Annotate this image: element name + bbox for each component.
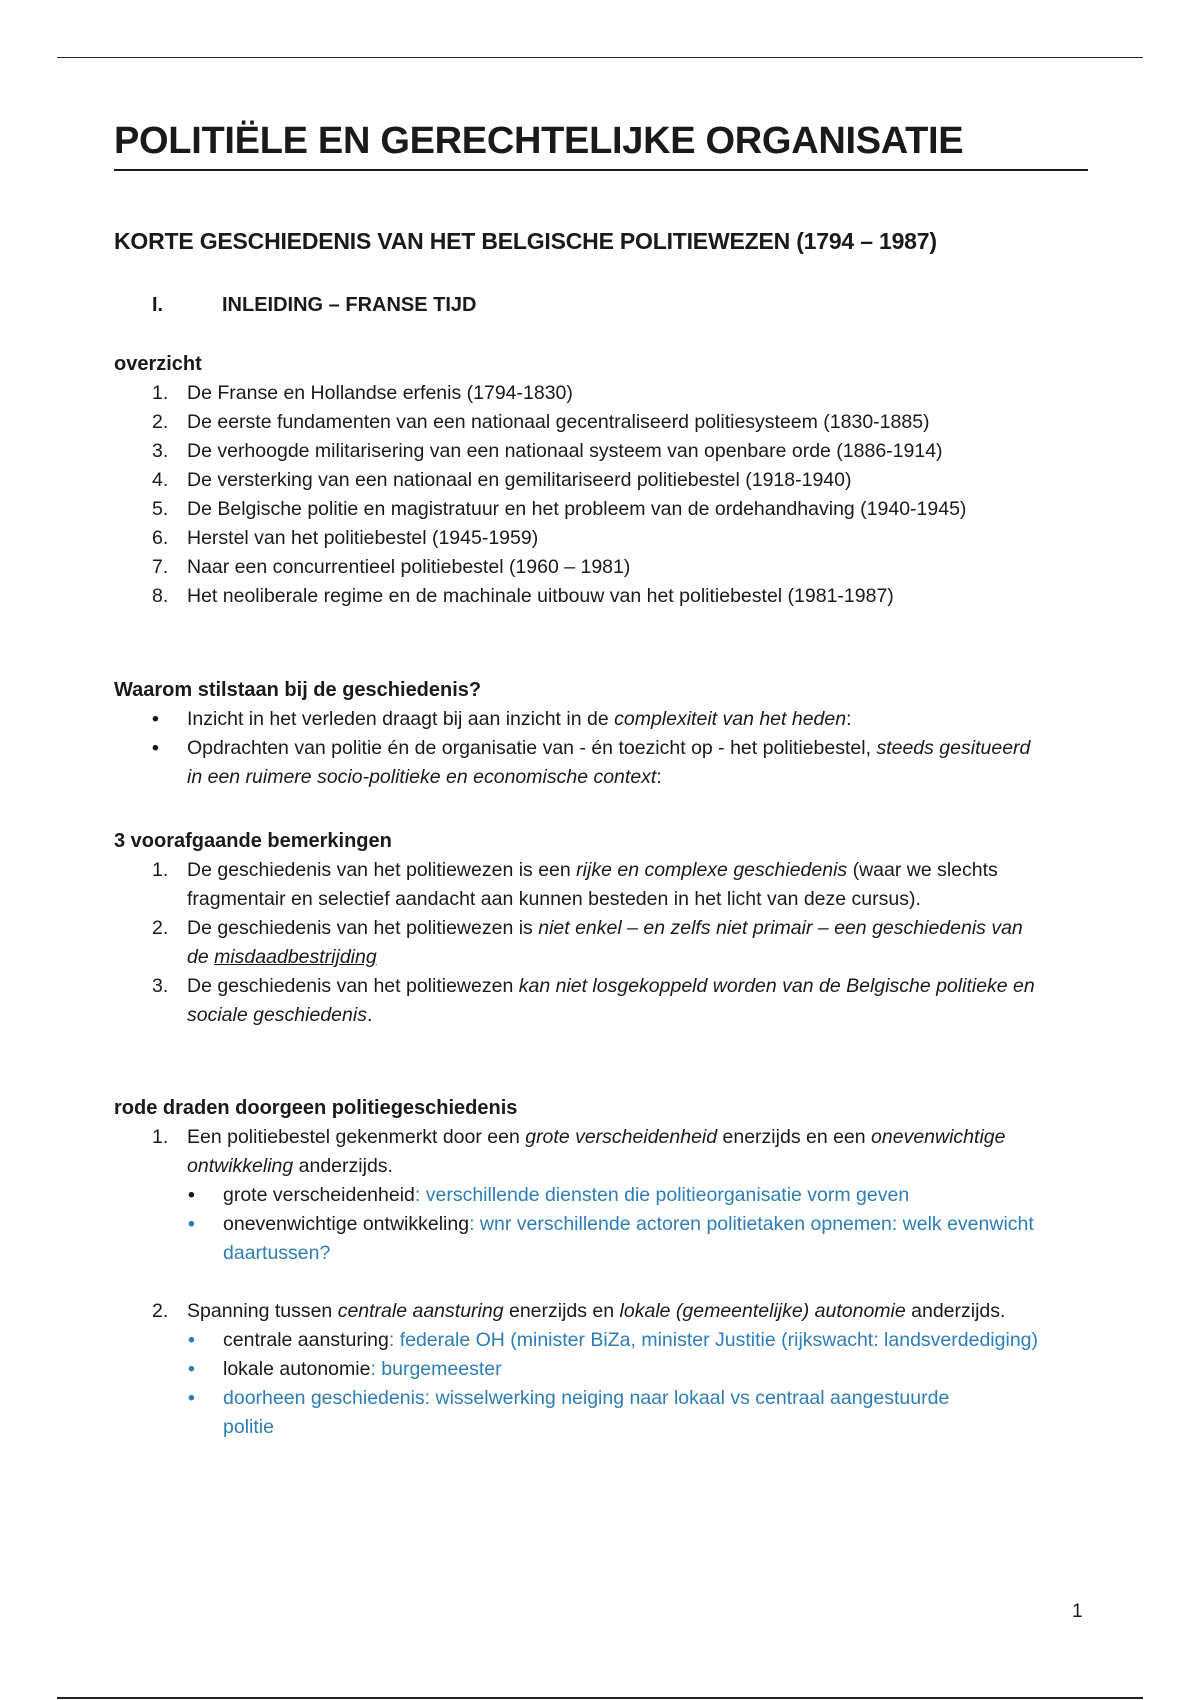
chapter-number: I.	[152, 294, 164, 316]
top-rule	[57, 57, 1143, 58]
rode-draden-sublist-2	[114, 1326, 1094, 1442]
list-item: 7. Naar een concurrentieel politiebestel (1960 – 1981)	[152, 556, 631, 578]
list-item: 3. De geschiedenis van het politiewezen kan niet losgekoppeld worden van de Belgische politieke en sociale geschiedenis.	[152, 975, 1035, 1026]
list-item: 1. De Franse en Hollandse erfenis (1794-1830)	[152, 382, 573, 404]
rode-draden-list	[114, 1123, 1094, 1181]
rode-draden-heading: rode draden doorgeen politiegeschiedenis	[114, 1097, 518, 1119]
rode-draden-sublist-1	[114, 1181, 1094, 1268]
list-item: 3. De verhoogde militarisering van een nationaal systeem van openbare orde (1886-1914)	[152, 440, 943, 462]
bemerkingen-heading: 3 voorafgaande bemerkingen	[114, 830, 392, 852]
overzicht-section	[114, 350, 1094, 611]
overzicht-list	[114, 379, 1094, 611]
chapter-label: INLEIDING – FRANSE TIJD	[222, 294, 477, 316]
section-heading: KORTE GESCHIEDENIS VAN HET BELGISCHE POLITIEWEZEN (1794 – 1987)	[114, 228, 937, 254]
list-item: 2. Spanning tussen centrale aansturing enerzijds en lokale (gemeentelijke) autonomie anderzijds.	[152, 1300, 1006, 1322]
list-item: • grote verscheidenheid: verschillende diensten die politieorganisatie vorm geven	[114, 1181, 1094, 1210]
list-item: 4. De versterking van een nationaal en gemilitariseerd politiebestel (1918-1940)	[152, 469, 852, 491]
list-item: • onevenwichtige ontwikkeling: wnr verschillende actoren politietaken opnemen: welk evenwicht daartussen?	[114, 1210, 1094, 1268]
list-item: • Opdrachten van politie én de organisatie van - én toezicht op - het politiebestel, steeds gesitueerd in een ruimere socio-politieke en economische context:	[114, 734, 1094, 792]
list-item: 1. Een politiebestel gekenmerkt door een grote verscheidenheid enerzijds en een onevenwichtige ontwikkeling anderzijds.	[152, 1126, 1006, 1177]
list-item: • centrale aansturing: federale OH (minister BiZa, minister Justitie (rijkswacht: landsverdediging)	[114, 1326, 1094, 1355]
bottom-rule	[57, 1697, 1143, 1699]
waarom-section	[114, 676, 1094, 792]
page-number: 1	[1072, 1601, 1083, 1622]
list-item: • doorheen geschiedenis: wisselwerking neiging naar lokaal vs centraal aangestuurde politie	[114, 1384, 1094, 1442]
waarom-list	[114, 705, 1094, 792]
list-item: • lokale autonomie: burgemeester	[114, 1355, 1094, 1384]
rode-draden-list-2	[114, 1297, 1094, 1326]
page-title: POLITIËLE EN GERECHTELIJKE ORGANISATIE	[114, 118, 1088, 171]
rode-draden-section	[114, 1094, 1094, 1442]
list-item: 2. De eerste fundamenten van een nationaal gecentraliseerd politiesysteem (1830-1885)	[152, 411, 930, 433]
bemerkingen-section	[114, 827, 1094, 1030]
list-item: 5. De Belgische politie en magistratuur en het probleem van de ordehandhaving (1940-1945)	[152, 498, 967, 520]
list-item: • Inzicht in het verleden draagt bij aan inzicht in de complexiteit van het heden:	[114, 705, 1094, 734]
list-item: 8. Het neoliberale regime en de machinale uitbouw van het politiebestel (1981-1987)	[152, 585, 894, 607]
list-item: 6. Herstel van het politiebestel (1945-1959)	[152, 527, 539, 549]
overzicht-heading: overzicht	[114, 353, 202, 375]
waarom-heading: Waarom stilstaan bij de geschiedenis?	[114, 679, 482, 701]
list-item: 2. De geschiedenis van het politiewezen is niet enkel – en zelfs niet primair – een geschiedenis van de misdaadbestrijding	[152, 917, 1023, 968]
list-item: 1. De geschiedenis van het politiewezen is een rijke en complexe geschiedenis (waar we slechts fragmentair en selectief aandacht aan kunnen besteden in het licht van deze cursus).	[152, 859, 998, 910]
bemerkingen-list	[114, 856, 1094, 1030]
